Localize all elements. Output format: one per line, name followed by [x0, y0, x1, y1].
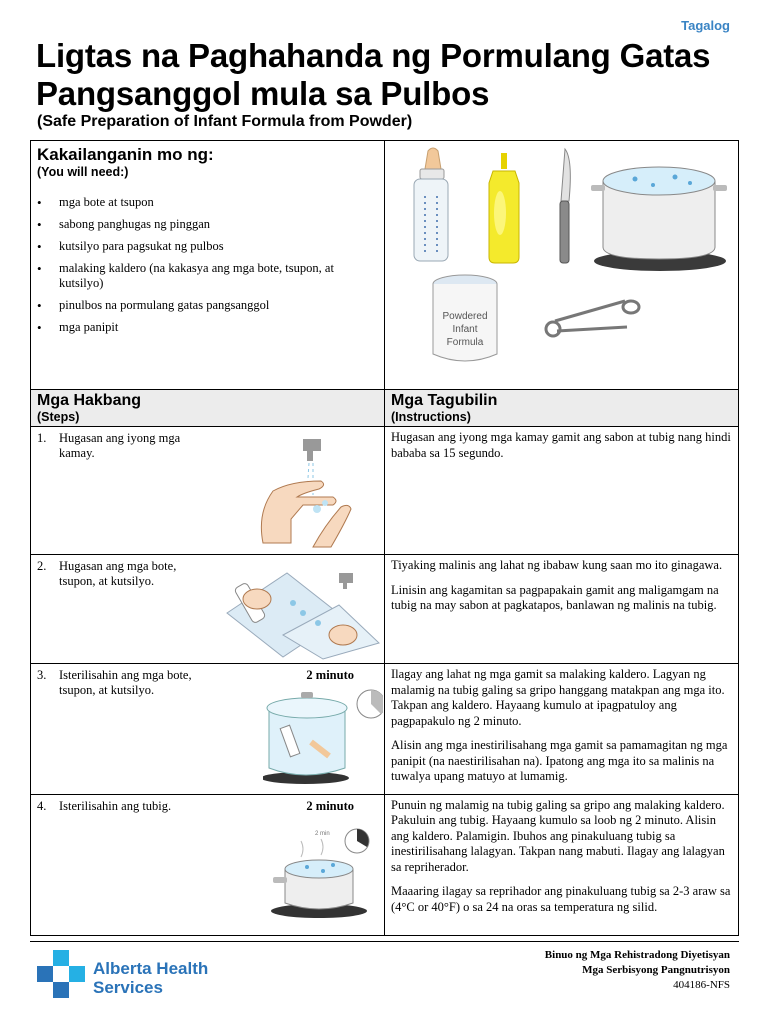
- instruction-paragraph: Linisin ang kagamitan sa pagpapakain gamit ang maligamgam na tubig na may sabon at pagkatapos, banlawan ng malinis na tubig.: [391, 582, 719, 612]
- step-cell: [31, 664, 385, 795]
- page-title: Ligtas na Paghahanda ng Pormulang Gatas Pangsanggol mula sa Pulbos: [36, 37, 711, 112]
- pot-sterilizing-icon: [263, 686, 383, 786]
- tongs-icon: [546, 301, 639, 336]
- needs-heading: Kakailanganin mo ng:: [37, 145, 214, 164]
- instruction-paragraph: Tiyaking malinis ang lahat ng ibabaw kung saan mo ito ginagawa.: [391, 558, 723, 572]
- list-item: • kutsilyo para pagsukat ng pulbos: [59, 239, 376, 254]
- document-code: 404186-NFS: [673, 979, 730, 991]
- step-number: 4.: [37, 798, 47, 813]
- step-number: 3.: [37, 668, 47, 682]
- ahs-logo: [37, 950, 217, 998]
- formula-can-icon: [433, 275, 497, 361]
- needs-subheading: (You will need:): [37, 165, 129, 179]
- language-label: Tagalog: [681, 18, 730, 33]
- list-item: • mga panipit: [59, 320, 376, 335]
- instructions-heading-en: (Instructions): [391, 410, 471, 424]
- pot-icon: [591, 167, 727, 271]
- logo-line-1: Alberta Health: [93, 959, 209, 978]
- list-item: • malaking kaldero (na kakasya ang mga bote, tsupon, at kutsilyo): [59, 261, 376, 291]
- step-number: 2.: [37, 559, 47, 573]
- credit-line-2: Mga Serbisyong Pangnutrisyon: [582, 964, 730, 976]
- steps-column-header: [31, 390, 385, 427]
- step-cell: [31, 794, 385, 935]
- footer-divider: [30, 941, 739, 942]
- supplies-illustration-cell: [385, 141, 739, 390]
- step-duration: 2 minuto: [306, 668, 354, 682]
- washing-bottles-icon: [223, 563, 381, 661]
- pot-boiling-water-icon: [271, 819, 381, 923]
- needs-cell: [31, 141, 385, 390]
- instruction-paragraph: Hugasan ang iyong mga kamay gamit ang sabon at tubig nang hindi bababa sa 15 segundo.: [391, 430, 731, 460]
- table-row: [31, 794, 739, 935]
- credit-line-1: Binuo ng Mga Rehistradong Diyetisyan: [544, 949, 730, 961]
- knife-icon: [560, 149, 570, 263]
- instruction-cell: [385, 794, 739, 935]
- step-text: Isterilisahin ang mga bote, tsupon, at kutsilyo.: [59, 668, 192, 697]
- page-subtitle: (Safe Preparation of Infant Formula from Powder): [37, 113, 413, 130]
- instructions-heading: Mga Tagubilin: [391, 392, 498, 409]
- hand-washing-icon: [243, 433, 363, 551]
- instructions-column-header: [385, 390, 739, 427]
- instruction-cell: [385, 555, 739, 664]
- step-text: Isterilisahin ang tubig.: [59, 798, 172, 813]
- list-item: • mga bote at tsupon: [59, 195, 376, 210]
- instruction-cell: [385, 427, 739, 555]
- supplies-illustration: [385, 141, 739, 385]
- dish-soap-icon: [489, 153, 519, 263]
- footer-credit: [545, 948, 730, 993]
- can-label-line: Formula: [446, 337, 484, 348]
- needs-list: [31, 195, 384, 335]
- instruction-cell: [385, 664, 739, 795]
- instruction-paragraph: Punuin ng malamig na tubig galing sa gripo ang malaking kaldero. Pakuluin ang tubig. Hayaang kumulo sa loob ng 2 minuto. Alisin ang kaldero. Palamigin. Ibuhos ang pinakuluang tubig sa inestirilisahang lalagyan. Takpan nang mabuti. Ilagay ang lalagyan sa repriherador.: [391, 797, 725, 874]
- steps-heading-en: (Steps): [37, 410, 80, 424]
- instruction-paragraph: Ilagay ang lahat ng mga gamit sa malaking kaldero. Lagyan ng malamig na tubig galing sa gripo hanggang matakpan ang mga ito. Takpan ang kaldero. Hayaang kumulo at ipagpatuloy ang pagpapakulo ng 2 minuto.: [391, 667, 725, 728]
- list-item: • sabong panghugas ng pinggan: [59, 217, 376, 232]
- step-text: Hugasan ang iyong mga kamay.: [59, 431, 181, 460]
- table-row: [31, 555, 739, 664]
- ahs-cross-icon: [37, 950, 85, 998]
- baby-bottle-icon: [414, 148, 448, 261]
- instruction-paragraph: Maaaring ilagay sa reprihador ang pinakuluang tubig sa 2-3 araw sa (4°C or 40°F) o sa 24 na oras sa temperatura ng silid.: [391, 884, 731, 914]
- timer-label: 2 min: [315, 830, 330, 837]
- table-row: [31, 427, 739, 555]
- logo-line-2: Services: [93, 978, 163, 997]
- table-row: [31, 664, 739, 795]
- steps-heading: Mga Hakbang: [37, 392, 142, 409]
- step-duration: 2 minuto: [306, 798, 354, 813]
- step-number: 1.: [37, 431, 47, 445]
- can-label-line: Powdered: [442, 311, 488, 322]
- step-cell: [31, 427, 385, 555]
- step-cell: [31, 555, 385, 664]
- list-item: • pinulbos na pormulang gatas pangsanggol: [59, 298, 376, 313]
- step-text: Hugasan ang mga bote, tsupon, at kutsilyo.: [59, 559, 177, 588]
- instruction-table: [30, 140, 739, 936]
- can-label-line: Infant: [452, 324, 478, 335]
- instruction-paragraph: Alisin ang mga inestirilisahang mga gamit sa pamamagitan ng mga panipit (na naestirilisahan na). Ipatong ang mga ito sa malinis na tuwalya upang matuyo at lumamig.: [391, 738, 728, 783]
